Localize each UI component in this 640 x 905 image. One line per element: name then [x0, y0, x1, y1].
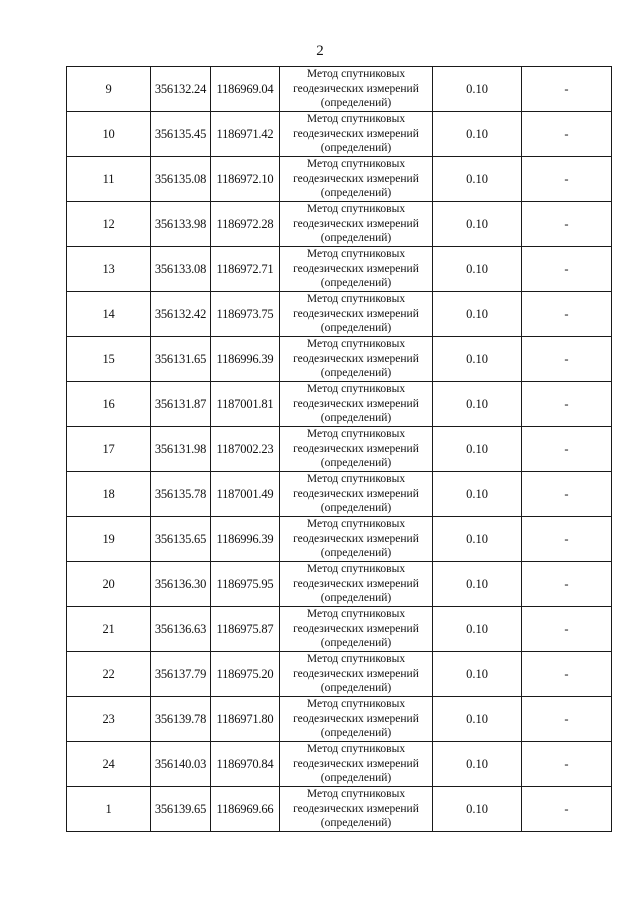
method-text-line: (определений) [320, 817, 392, 830]
precision-cell: 0.10 [433, 157, 522, 202]
method-text-line: Метод спутниковых [306, 248, 406, 261]
precision-cell: 0.10 [433, 697, 522, 742]
note-cell: - [522, 652, 612, 697]
y-coordinate-cell: 1186970.84 [211, 742, 280, 787]
x-coordinate-cell: 356139.65 [151, 787, 211, 832]
precision-cell: 0.10 [433, 292, 522, 337]
point-number-cell: 15 [67, 337, 151, 382]
precision-cell: 0.10 [433, 472, 522, 517]
x-coordinate-cell: 356135.65 [151, 517, 211, 562]
method-text-line: (определений) [320, 682, 392, 695]
method-text-line: геодезических измерений [293, 622, 419, 635]
page-number: 2 [316, 43, 324, 59]
method-text-line: геодезических измерений [293, 712, 419, 725]
method-cell [280, 427, 433, 472]
note-cell: - [522, 67, 612, 112]
table-row [67, 157, 612, 202]
method-cell [280, 67, 433, 112]
point-number-cell: 11 [67, 157, 151, 202]
precision-cell: 0.10 [433, 742, 522, 787]
x-coordinate-cell: 356131.65 [151, 337, 211, 382]
precision-cell: 0.10 [433, 382, 522, 427]
table-row [67, 607, 612, 652]
table-row [67, 697, 612, 742]
table-row [67, 67, 612, 112]
y-coordinate-cell: 1186971.80 [211, 697, 280, 742]
note-cell: - [522, 607, 612, 652]
method-text-line: Метод спутниковых [306, 563, 406, 576]
x-coordinate-cell: 356135.45 [151, 112, 211, 157]
method-text-line: геодезических измерений [293, 172, 419, 185]
method-text-line: (определений) [320, 97, 392, 110]
method-cell [280, 742, 433, 787]
method-text-line: геодезических измерений [293, 127, 419, 140]
table-row [67, 337, 612, 382]
note-cell: - [522, 517, 612, 562]
precision-cell: 0.10 [433, 202, 522, 247]
y-coordinate-cell: 1186969.66 [211, 787, 280, 832]
y-coordinate-cell: 1186971.42 [211, 112, 280, 157]
coordinates-table [66, 66, 612, 832]
method-text-line: (определений) [320, 367, 392, 380]
y-coordinate-cell: 1186996.39 [211, 337, 280, 382]
method-text-line: Метод спутниковых [306, 293, 406, 306]
table-row [67, 112, 612, 157]
precision-cell: 0.10 [433, 337, 522, 382]
note-cell: - [522, 292, 612, 337]
x-coordinate-cell: 356139.78 [151, 697, 211, 742]
method-text-line: Метод спутниковых [306, 743, 406, 756]
method-text-line: геодезических измерений [293, 757, 419, 770]
method-text-line: геодезических измерений [293, 307, 419, 320]
method-cell [280, 787, 433, 832]
point-number-cell: 1 [67, 787, 151, 832]
method-text-line: Метод спутниковых [306, 653, 406, 666]
table-row [67, 652, 612, 697]
x-coordinate-cell: 356136.63 [151, 607, 211, 652]
precision-cell: 0.10 [433, 607, 522, 652]
method-text-line: (определений) [320, 592, 392, 605]
method-cell [280, 607, 433, 652]
x-coordinate-cell: 356133.98 [151, 202, 211, 247]
method-text-line: Метод спутниковых [306, 68, 406, 81]
method-text-line: (определений) [320, 322, 392, 335]
point-number-cell: 21 [67, 607, 151, 652]
method-cell [280, 652, 433, 697]
method-text-line: геодезических измерений [293, 577, 419, 590]
method-text-line: (определений) [320, 457, 392, 470]
method-text-line: (определений) [320, 727, 392, 740]
point-number-cell: 12 [67, 202, 151, 247]
point-number-cell: 16 [67, 382, 151, 427]
method-text-line: (определений) [320, 232, 392, 245]
method-cell [280, 382, 433, 427]
table-row [67, 292, 612, 337]
point-number-cell: 20 [67, 562, 151, 607]
point-number-cell: 18 [67, 472, 151, 517]
table-row [67, 247, 612, 292]
y-coordinate-cell: 1186975.95 [211, 562, 280, 607]
method-text-line: геодезических измерений [293, 82, 419, 95]
note-cell: - [522, 472, 612, 517]
method-text-line: (определений) [320, 637, 392, 650]
note-cell: - [522, 697, 612, 742]
method-cell [280, 472, 433, 517]
method-text-line: (определений) [320, 142, 392, 155]
note-cell: - [522, 337, 612, 382]
method-cell [280, 562, 433, 607]
method-text-line: Метод спутниковых [306, 203, 406, 216]
method-text-line: (определений) [320, 772, 392, 785]
method-cell [280, 697, 433, 742]
method-cell [280, 517, 433, 562]
point-number-cell: 13 [67, 247, 151, 292]
method-text-line: геодезических измерений [293, 487, 419, 500]
note-cell: - [522, 562, 612, 607]
table-row [67, 472, 612, 517]
note-cell: - [522, 382, 612, 427]
method-cell [280, 202, 433, 247]
method-text-line: Метод спутниковых [306, 608, 406, 621]
y-coordinate-cell: 1186969.04 [211, 67, 280, 112]
method-text-line: (определений) [320, 277, 392, 290]
x-coordinate-cell: 356132.24 [151, 67, 211, 112]
table-row [67, 787, 612, 832]
point-number-cell: 23 [67, 697, 151, 742]
method-text-line: геодезических измерений [293, 352, 419, 365]
method-text-line: геодезических измерений [293, 532, 419, 545]
table-row [67, 517, 612, 562]
method-text-line: Метод спутниковых [306, 383, 406, 396]
method-text-line: (определений) [320, 547, 392, 560]
method-text-line: Метод спутниковых [306, 338, 406, 351]
method-text-line: геодезических измерений [293, 397, 419, 410]
x-coordinate-cell: 356136.30 [151, 562, 211, 607]
coordinates-table-body [67, 67, 612, 832]
point-number-cell: 22 [67, 652, 151, 697]
method-text-line: геодезических измерений [293, 667, 419, 680]
method-text-line: Метод спутниковых [306, 158, 406, 171]
method-text-line: Метод спутниковых [306, 428, 406, 441]
method-cell [280, 292, 433, 337]
method-cell [280, 112, 433, 157]
table-row [67, 382, 612, 427]
precision-cell: 0.10 [433, 562, 522, 607]
y-coordinate-cell: 1187001.49 [211, 472, 280, 517]
table-row [67, 202, 612, 247]
note-cell: - [522, 157, 612, 202]
table-row [67, 742, 612, 787]
method-text-line: Метод спутниковых [306, 788, 406, 801]
x-coordinate-cell: 356132.42 [151, 292, 211, 337]
method-text-line: Метод спутниковых [306, 518, 406, 531]
note-cell: - [522, 427, 612, 472]
point-number-cell: 9 [67, 67, 151, 112]
precision-cell: 0.10 [433, 787, 522, 832]
x-coordinate-cell: 356135.08 [151, 157, 211, 202]
x-coordinate-cell: 356137.79 [151, 652, 211, 697]
table-row [67, 427, 612, 472]
method-text-line: (определений) [320, 187, 392, 200]
table-row [67, 562, 612, 607]
method-cell [280, 247, 433, 292]
method-text-line: Метод спутниковых [306, 473, 406, 486]
x-coordinate-cell: 356131.87 [151, 382, 211, 427]
y-coordinate-cell: 1186975.20 [211, 652, 280, 697]
precision-cell: 0.10 [433, 67, 522, 112]
method-text-line: Метод спутниковых [306, 698, 406, 711]
point-number-cell: 10 [67, 112, 151, 157]
y-coordinate-cell: 1186972.71 [211, 247, 280, 292]
y-coordinate-cell: 1186973.75 [211, 292, 280, 337]
x-coordinate-cell: 356131.98 [151, 427, 211, 472]
note-cell: - [522, 742, 612, 787]
precision-cell: 0.10 [433, 112, 522, 157]
y-coordinate-cell: 1186996.39 [211, 517, 280, 562]
y-coordinate-cell: 1186972.10 [211, 157, 280, 202]
method-text-line: геодезических измерений [293, 217, 419, 230]
point-number-cell: 14 [67, 292, 151, 337]
method-text-line: геодезических измерений [293, 802, 419, 815]
note-cell: - [522, 202, 612, 247]
method-text-line: Метод спутниковых [306, 113, 406, 126]
precision-cell: 0.10 [433, 247, 522, 292]
y-coordinate-cell: 1187002.23 [211, 427, 280, 472]
note-cell: - [522, 787, 612, 832]
method-text-line: (определений) [320, 412, 392, 425]
precision-cell: 0.10 [433, 517, 522, 562]
point-number-cell: 24 [67, 742, 151, 787]
y-coordinate-cell: 1186975.87 [211, 607, 280, 652]
precision-cell: 0.10 [433, 427, 522, 472]
note-cell: - [522, 112, 612, 157]
y-coordinate-cell: 1186972.28 [211, 202, 280, 247]
y-coordinate-cell: 1187001.81 [211, 382, 280, 427]
method-cell [280, 157, 433, 202]
method-text-line: (определений) [320, 502, 392, 515]
method-cell [280, 337, 433, 382]
point-number-cell: 17 [67, 427, 151, 472]
point-number-cell: 19 [67, 517, 151, 562]
x-coordinate-cell: 356140.03 [151, 742, 211, 787]
x-coordinate-cell: 356135.78 [151, 472, 211, 517]
x-coordinate-cell: 356133.08 [151, 247, 211, 292]
method-text-line: геодезических измерений [293, 262, 419, 275]
precision-cell: 0.10 [433, 652, 522, 697]
note-cell: - [522, 247, 612, 292]
method-text-line: геодезических измерений [293, 442, 419, 455]
